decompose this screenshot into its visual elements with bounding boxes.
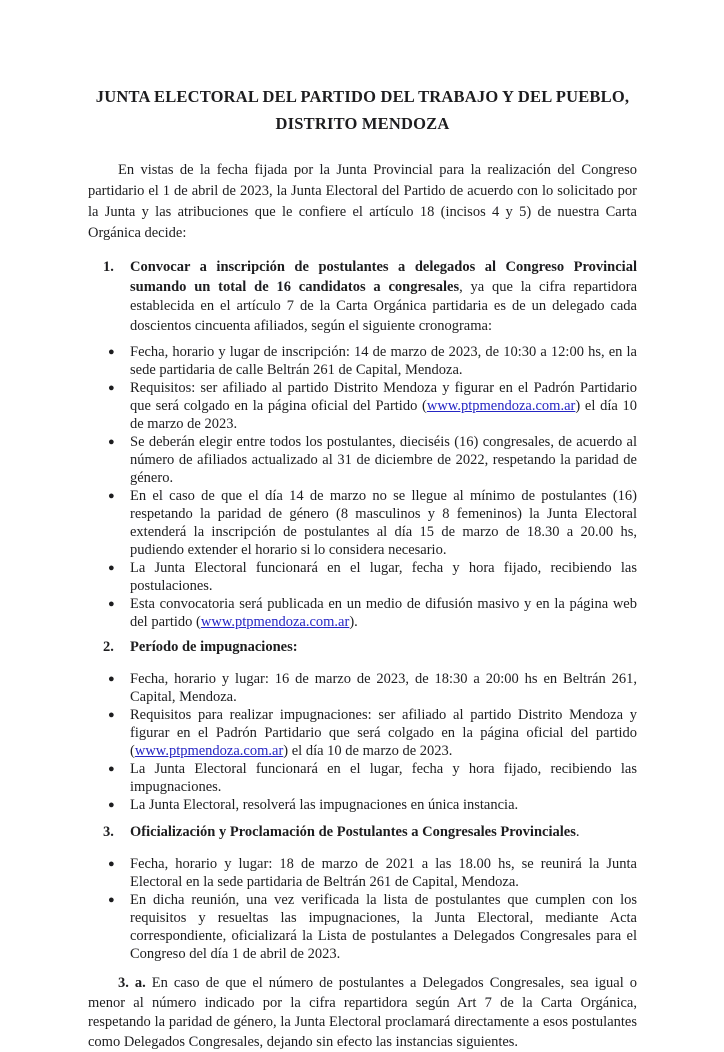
section-2-bullets (88, 670, 637, 814)
bullet-text-post: ) el día 10 de marzo de 2023. (130, 398, 637, 432)
bullet-text-pre: Requisitos para realizar impugnaciones: ser afiliado al partido Distrito Mendoza y figurar en el Padrón Partidario que será colgado en la página oficial del partido ( (130, 706, 637, 759)
bullet-text (130, 595, 637, 631)
bullet-text-post: ). (349, 614, 358, 630)
bullet-text: Fecha, horario y lugar: 18 de marzo de 2021 a las 18.00 hs, se reunirá la Junta Electoral en la sede partidaria de Beltrán 261 de Capital, Mendoza. (130, 856, 637, 890)
bullet-text-pre: Esta convocatoria será publicada en un medio de difusión masivo y en la página web del partido ( (130, 596, 637, 630)
bullet-text: Se deberán elegir entre todos los postulantes, dieciséis (16) congresales, de acuerdo al número de afiliados actualizado al 31 de diciembre de 2022, respetando la paridad de género. (130, 434, 637, 486)
section-1-heading-text (130, 258, 637, 336)
bullet-icon: ● (108, 762, 115, 775)
list-item (88, 891, 637, 963)
list-item (88, 559, 637, 595)
bullet-icon: ● (108, 346, 115, 358)
section-3-bullets (88, 855, 637, 963)
list-item (88, 670, 637, 706)
bullet-icon: ● (108, 436, 115, 448)
bullet-icon: ● (108, 490, 115, 502)
list-item (88, 487, 637, 559)
bullet-text-post: ) el día 10 de marzo de 2023. (283, 742, 453, 759)
section-2-heading (88, 638, 637, 658)
title-line-2: DISTRITO MENDOZA (275, 114, 450, 133)
section-3-heading-rest: . (575, 823, 580, 840)
intro-paragraph: En vistas de la fecha fijada por la Junta Provincial para la realización del Congreso partidario el 1 de abril de 2023, la Junta Electoral del Partido de acuerdo con lo solicitado por la Junta y las atribuciones que le confiere el artículo 18 (incisos 4 y 5) de nuestra Carta Orgánica decide: (88, 162, 637, 241)
list-item (88, 760, 637, 796)
section-1-number: 1. (103, 259, 114, 275)
bullet-text: Fecha, horario y lugar de inscripción: 14 de marzo de 2023, de 10:30 a 12:00 hs, en la sede partidaria de calle Beltrán 261 de Capital, Mendoza. (130, 344, 637, 378)
list-item (88, 595, 637, 631)
bullet-icon: ● (108, 894, 115, 906)
bullet-text: Fecha, horario y lugar: 16 de marzo de 2023, de 18:30 a 20:00 hs en Beltrán 261, Capital, Mendoza. (130, 670, 637, 705)
title-line-1: JUNTA ELECTORAL DEL PARTIDO DEL TRABAJO Y DEL PUEBLO, (95, 87, 630, 106)
bullet-text-pre: Requisitos: ser afiliado al partido Distrito Mendoza y figurar en el Padrón Partidario que será colgado en la página oficial del Partido ( (130, 380, 637, 414)
closing-text: En caso de que el número de postulantes a Delegados Congresales, sea igual o menor al número indicado por la cifra repartidora según Art 7 de la Carta Orgánica, respetando la paridad de género, la Junta Electoral proclamará directamente a esos postulantes como Delegados Congresales, dejando sin efecto las instancias siguientes. (88, 975, 637, 1050)
section-3-heading-bold: Oficialización y Proclamación de Postulantes a Congresales Provinciales (130, 823, 576, 840)
party-website-link[interactable]: www.ptpmendoza.com.ar (200, 614, 350, 630)
list-item (88, 855, 637, 891)
section-2-number: 2. (103, 639, 114, 655)
bullet-text: La Junta Electoral funcionará en el lugar, fecha y hora fijado, recibiendo las impugnaciones. (130, 760, 637, 795)
section-1-heading-bold: Convocar a inscripción de postulantes a delegados al Congreso Provincial sumando un total de 16 candidatos a congresales (130, 259, 637, 295)
party-website-link[interactable]: www.ptpmendoza.com.ar (426, 398, 576, 414)
section-3-number: 3. (103, 823, 114, 840)
bullet-icon: ● (108, 858, 115, 870)
closing-lead: 3. a. (118, 975, 146, 991)
bullet-text (130, 379, 637, 433)
bullet-text: La Junta Electoral funcionará en el lugar, fecha y hora fijado, recibiendo las postulaciones. (130, 560, 637, 594)
list-item (88, 343, 637, 379)
bullet-icon: ● (108, 562, 115, 574)
section-3-heading (88, 823, 637, 843)
bullet-icon: ● (108, 382, 115, 394)
party-website-link[interactable]: www.ptpmendoza.com.ar (134, 742, 284, 759)
bullet-text: En dicha reunión, una vez verificada la lista de postulantes que cumplen con los requisitos y resueltas las impugnaciones, la Junta Electoral, mediante Acta correspondiente, oficializará la Lista de postulantes a Delegados Congresales para el Congreso del día 1 de abril de 2023. (130, 892, 637, 962)
bullet-icon: ● (108, 708, 115, 721)
bullet-icon: ● (108, 672, 115, 685)
section-1-heading-rest: , ya que la cifra repartidora establecida en el artículo 7 de la Carta Orgánica partidaria es de un delegado cada doscientos cincuenta afiliados, según el siguiente cronograma: (130, 278, 638, 334)
bullet-text: La Junta Electoral, resolverá las impugnaciones en única instancia. (130, 796, 519, 813)
section-1-heading (88, 258, 637, 336)
bullet-icon: ● (108, 598, 115, 610)
bullet-icon: ● (108, 798, 115, 811)
list-item (88, 379, 637, 433)
section-2-heading-text: Período de impugnaciones: (130, 639, 298, 655)
list-item (88, 433, 637, 487)
section-1-bullets (88, 343, 637, 631)
document-title (88, 83, 637, 137)
list-item (88, 796, 637, 814)
bullet-text: En el caso de que el día 14 de marzo no se llegue al mínimo de postulantes (16) respetando la paridad de género (8 masculinos y 8 femeninos) la Junta Electoral extenderá la inscripción de postulantes al día 15 de marzo de 18.30 a 20.00 hs, pudiendo extender el horario si lo considera necesario. (130, 488, 637, 558)
section-3-heading-text (130, 823, 637, 843)
list-item (88, 706, 637, 760)
closing-paragraph (88, 974, 637, 1052)
bullet-text (130, 706, 637, 760)
